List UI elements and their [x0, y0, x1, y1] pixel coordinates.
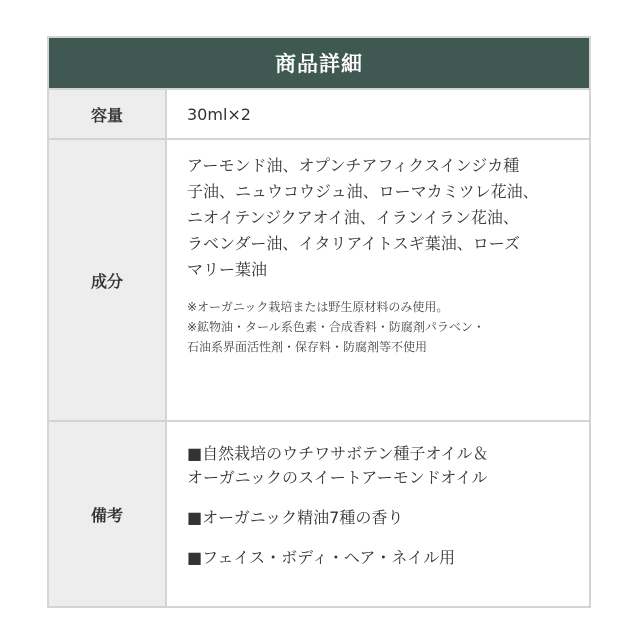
remark-line: ■フェイス・ボディ・ヘア・ネイル用 [187, 548, 456, 567]
remark-item [187, 506, 581, 530]
ingredients-line: アーモンド油、オプンチアフィクスインジカ種 [187, 156, 520, 175]
ingredients-row [49, 138, 589, 420]
remark-line: オーガニックのスイートアーモンドオイル [187, 468, 488, 487]
ingredients-note: 石油系界面活性剤・保存料・防腐剤等不使用 [187, 340, 428, 354]
ingredients-notes [187, 297, 581, 357]
ingredients-line: 子油、ニュウコウジュ油、ローマカミツレ花油、 [187, 182, 539, 201]
ingredients-value [167, 140, 589, 420]
ingredients-note: ※オーガニック栽培または野生原材料のみ使用。 [187, 300, 449, 314]
ingredients-line: ニオイテンジクアオイ油、イランイラン花油、 [187, 208, 519, 227]
remark-line: ■オーガニック精油7種の香り [187, 508, 404, 527]
table-title: 商品詳細 [49, 38, 589, 88]
ingredients-label: 成分 [49, 140, 167, 420]
capacity-label: 容量 [49, 90, 167, 138]
ingredients-line: ラベンダー油、イタリアイトスギ葉油、ローズ [187, 234, 520, 253]
product-details-table [47, 36, 591, 608]
ingredients-line: マリー葉油 [187, 260, 268, 279]
remark-line: ■自然栽培のウチワサボテン種子オイル＆ [187, 444, 489, 463]
remarks-value [167, 422, 589, 606]
remark-item [187, 546, 581, 570]
remark-item [187, 442, 581, 490]
capacity-row [49, 88, 589, 138]
remarks-row [49, 420, 589, 606]
remarks-label: 備考 [49, 422, 167, 606]
ingredients-note: ※鉱物油・タール系色素・合成香料・防腐剤パラベン・ [187, 320, 485, 334]
capacity-value: 30ml×2 [187, 104, 251, 124]
